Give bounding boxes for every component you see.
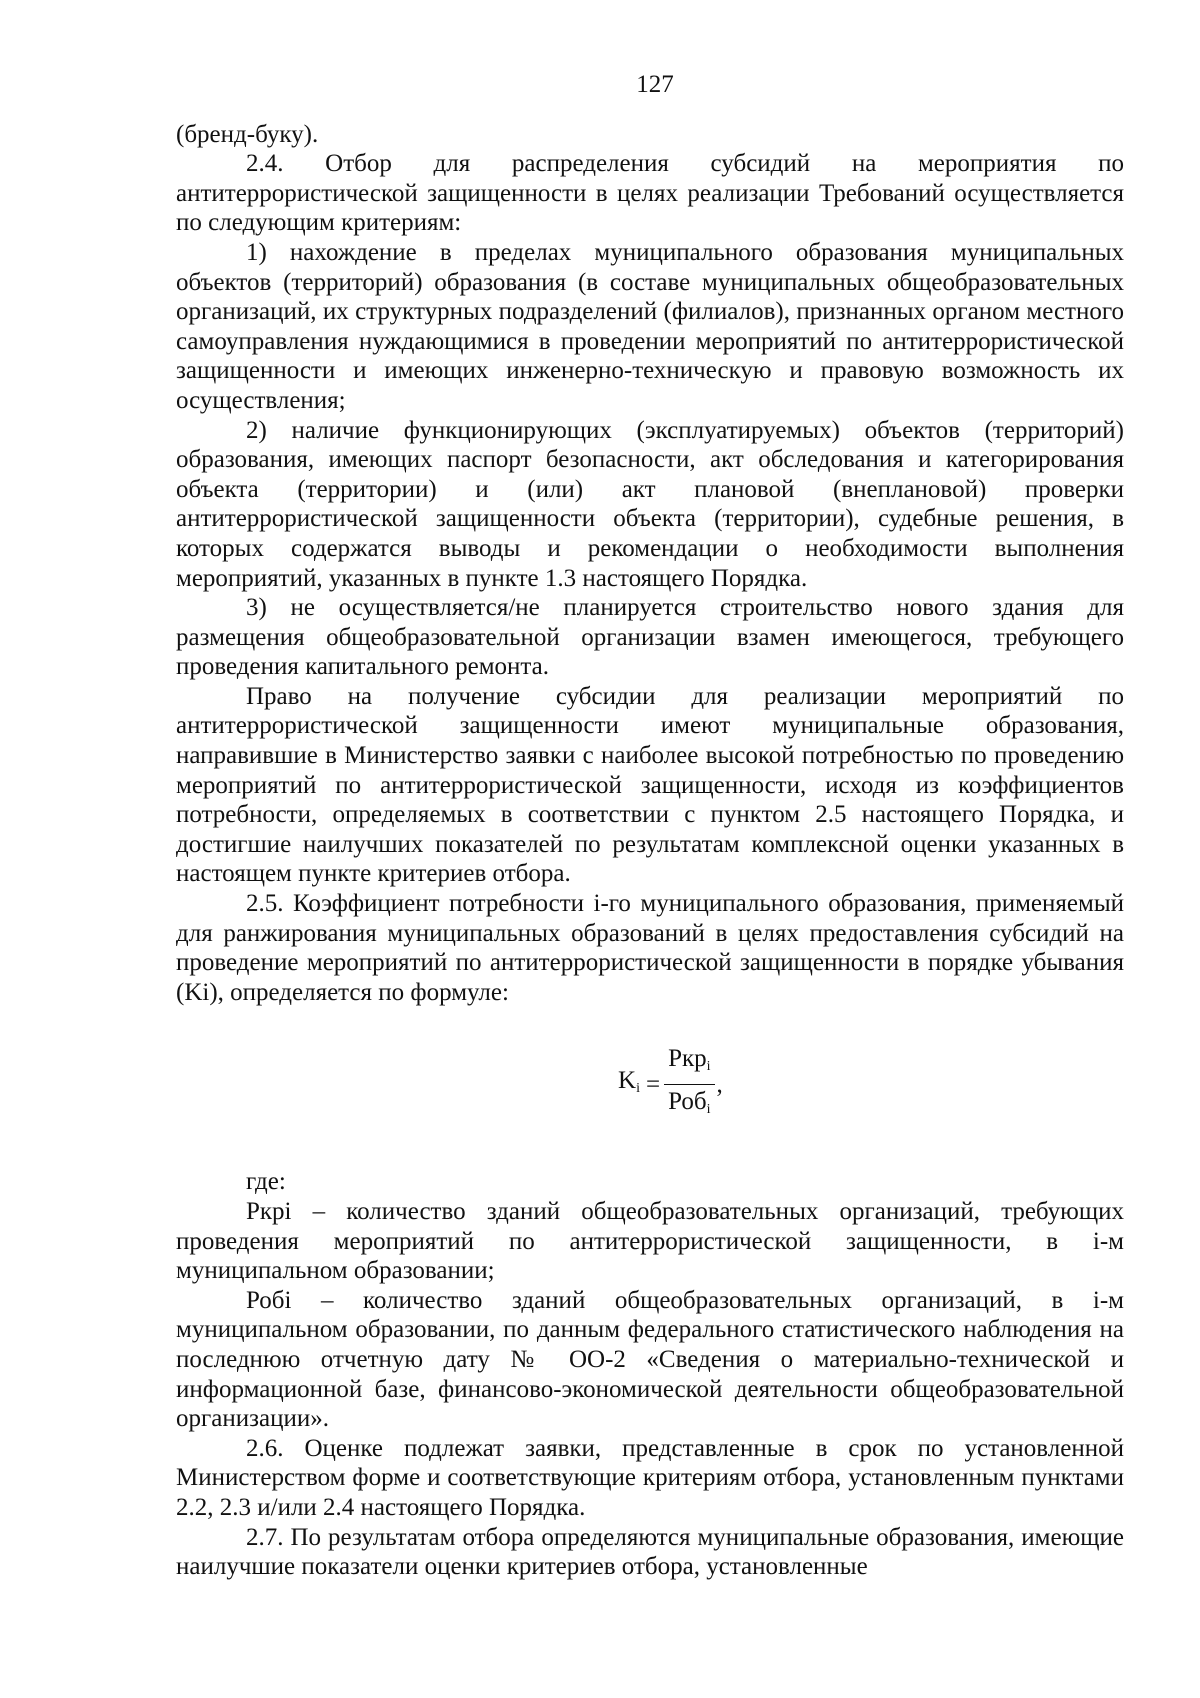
paragraph-criterion-1: 1) нахождение в пределах муниципального образования муниципальных объектов (территорий) образования (в составе муниципальных общеобразовательных организаций, их структурных подразделений (филиалов), признанных органом местного самоуправления нуждающимися в проведении мероприятий по антитеррористической защищенности и имеющих инженерно-техническую и правовую возможность их осуществления; [176,238,1124,414]
paragraph-right-to-subsidy: Право на получение субсидии для реализации мероприятий по антитеррористической защищенности имеют муниципальные образования, направившие в Министерство заявки с наиболее высокой потребностью по проведению мероприятий по антитеррористической защищенности, исходя из коэффициентов потребности, определяемых в соответствии с пунктом 2.5 настоящего Порядка, и достигшие наилучших показателей по результатам комплексной оценки указанных в настоящем пункте критериев отбора. [176,682,1124,888]
formula-trailing-comma: , [716,1070,723,1098]
formula-ki [618,1044,723,1124]
paragraph-criterion-3: 3) не осуществляется/не планируется строительство нового здания для размещения общеобразовательной организации взамен имеющегося, требующего проведения капитального ремонта. [176,594,1124,681]
page-number: 127 [636,71,674,98]
paragraph-2-7: 2.7. По результатам отбора определяются муниципальные образования, имеющие наилучшие показатели оценки критериев отбора, установленные [176,1523,1124,1581]
formula-block [176,1039,1124,1129]
formula-denominator: Роб$_i$ [668,1087,711,1117]
paragraph-2-4: 2.4. Отбор для распределения субсидий на мероприятия по антитеррористической защищенности в целях реализации Требований осуществляется по следующим критериям: [176,150,1124,237]
paragraph-definition-rkr: Ркрi – количество зданий общеобразовательных организаций, требующих проведения мероприятий по антитеррористической защищенности, в i-м муниципальном образовании; [176,1198,1124,1285]
formula-numerator: Ркр$_i$ [664,1044,714,1085]
paragraph-2-6: 2.6. Оценке подлежат заявки, представленные в срок по установленной Министерством форме и соответствующие критериям отбора, установленным пунктами 2.2, 2.3 и/или 2.4 настоящего Порядка. [176,1434,1124,1521]
paragraph-where: где: [246,1168,286,1196]
paragraph-definition-rob: Робi – количество зданий общеобразовательных организаций, в i-м муниципальном образовании, по данным федерального статистического наблюдения на последнюю отчетную дату № ОО-2 «Сведения о материально-технической и информационной базе, финансово-экономической деятельности общеобразовательной организации». [176,1286,1124,1433]
paragraph-criterion-2: 2) наличие функционирующих (эксплуатируемых) объектов (территорий) образования, имеющих паспорт безопасности, акт обследования и категорирования объекта (территории) и (или) акт плановой (внеплановой) проверки антитеррористической защищенности объекта (территории), судебные решения, в которых содержатся выводы и рекомендации о необходимости выполнения мероприятий, указанных в пункте 1.3 настоящего Порядка. [176,416,1124,592]
formula-equals: = [645,1070,661,1098]
formula-lhs: $K_i$ [618,1066,640,1096]
document-page [176,70,1124,1582]
formula-fraction [664,1044,714,1124]
paragraph-brand-book-tail: (бренд-буку). [176,120,319,148]
paragraph-2-5: 2.5. Коэффициент потребности i-го муниципального образования, применяемый для ранжирования муниципальных образований в целях предоставления субсидий на проведение мероприятий по антитеррористической защищенности в порядке убывания (Ki), определяется по формуле: [176,890,1124,1006]
